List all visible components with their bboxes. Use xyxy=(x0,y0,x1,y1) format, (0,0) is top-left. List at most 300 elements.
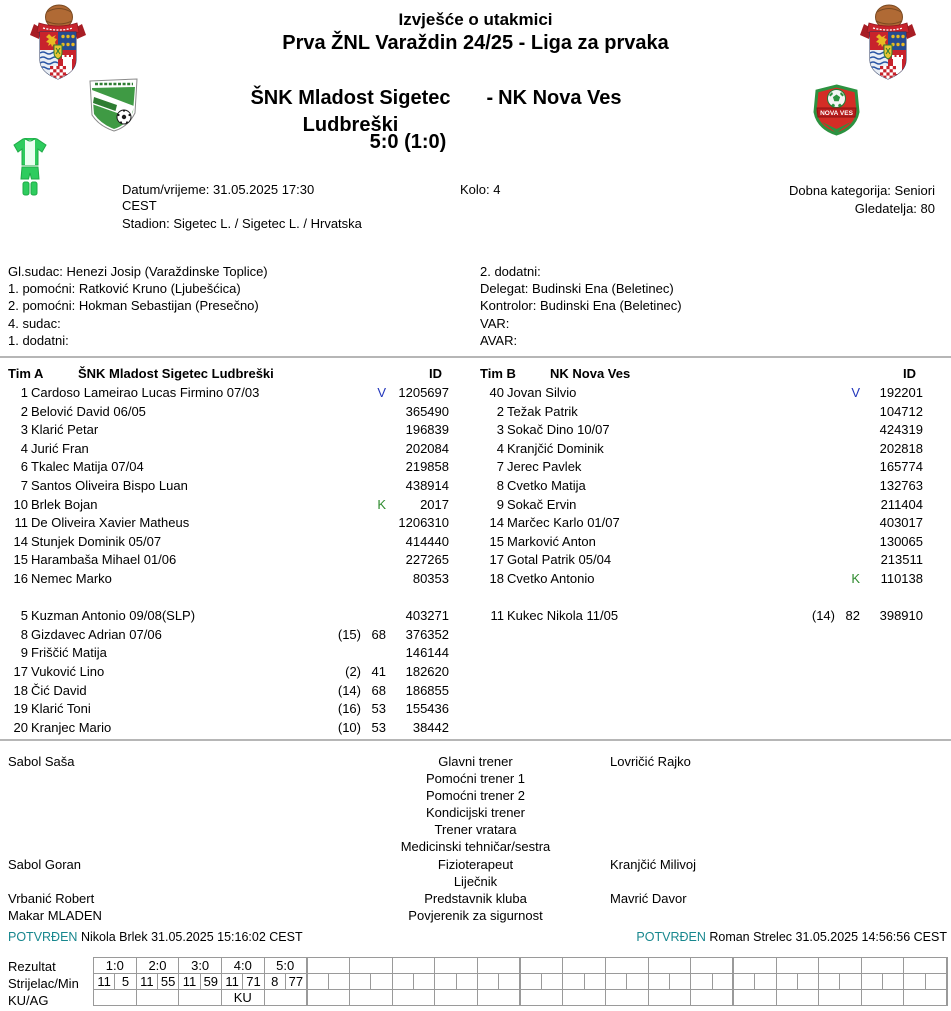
minute-cell: 55 xyxy=(157,974,178,990)
final-score: 5:0 (1:0) xyxy=(369,131,447,153)
player-number: 9 xyxy=(496,496,504,512)
player-id: 424319 xyxy=(879,422,923,438)
player-id: 365490 xyxy=(405,403,449,419)
player-name: Cardoso Lameirao Lucas Firmino 07/03 xyxy=(31,385,260,400)
substitution-for xyxy=(791,421,835,440)
ku-ag-cell xyxy=(563,990,606,1006)
staff-row xyxy=(0,804,951,821)
player-name: Sokač Ervin xyxy=(507,496,577,512)
staff-role: Fizioterapeut xyxy=(437,856,514,872)
player-row xyxy=(8,719,449,738)
substitution-minute xyxy=(361,403,386,422)
team-b-lineup xyxy=(480,364,923,626)
substitution-minute xyxy=(361,607,386,626)
player-id: 202084 xyxy=(405,440,449,456)
substitution-minute xyxy=(835,440,860,459)
substitution-minute xyxy=(361,644,386,663)
player-id: 1206310 xyxy=(398,515,449,531)
substitution-for xyxy=(317,403,361,422)
scorer-cell xyxy=(435,974,456,990)
starters-substitutes-gap xyxy=(480,589,923,608)
minute-cell xyxy=(584,974,605,990)
player-name: Belović David 06/05 xyxy=(31,403,146,419)
substitution-for: (14) xyxy=(811,608,835,624)
staff-role: Povjerenik za sigurnost xyxy=(408,907,543,923)
minute-cell: 71 xyxy=(243,974,264,990)
section-divider xyxy=(0,356,951,358)
staff-role: Liječnik xyxy=(453,873,498,889)
ku-ag-cell xyxy=(179,990,222,1006)
partial-result-cell xyxy=(904,958,947,974)
scorer-minute-row xyxy=(94,974,948,990)
scorer-cell xyxy=(307,974,328,990)
substitution-for xyxy=(791,496,835,515)
home-confirmed-status: POTVRĐEN xyxy=(8,930,78,944)
partial-result-cell xyxy=(307,958,350,974)
substitution-for xyxy=(791,570,835,589)
ku-ag-cell xyxy=(264,990,307,1006)
staff-role: Glavni trener xyxy=(438,754,513,769)
ku-ag-cell xyxy=(136,990,179,1006)
player-number: 20 xyxy=(13,719,28,735)
player-name: Težak Patrik xyxy=(507,403,578,419)
player-id: 130065 xyxy=(879,533,923,549)
staff-name-away: Mavrić Davor xyxy=(610,890,687,906)
player-name: Kukec Nikola 11/05 xyxy=(507,608,619,624)
player-row xyxy=(480,607,923,626)
player-name: Harambaša Mihael 01/06 xyxy=(31,552,177,568)
minute-cell xyxy=(925,974,947,990)
substitution-for xyxy=(317,440,361,459)
player-name: Gizdavec Adrian 07/06 xyxy=(31,626,162,642)
substitution-minute xyxy=(361,477,386,496)
player-row xyxy=(480,533,923,552)
scorer-cell: 8 xyxy=(264,974,285,990)
player-name: Kuzman Antonio 09/08(SLP) xyxy=(31,608,196,624)
away-confirmation xyxy=(636,930,947,944)
partial-result-cell xyxy=(477,958,520,974)
substitution-for xyxy=(317,533,361,552)
minute-cell xyxy=(883,974,904,990)
partial-result-cell: 4:0 xyxy=(221,958,264,974)
player-id: 80353 xyxy=(412,570,449,586)
substitution-for xyxy=(791,477,835,496)
result-row-label: Rezultat xyxy=(8,959,56,974)
match-stadium: Stadion: Sigetec L. / Sigetec L. / Hrvatska xyxy=(122,216,362,231)
ku-ag-cell xyxy=(605,990,648,1006)
player-row xyxy=(480,403,923,422)
substitution-minute xyxy=(835,496,860,515)
player-number: 19 xyxy=(13,701,28,717)
minute-cell xyxy=(840,974,861,990)
scorer-cell: 11 xyxy=(136,974,157,990)
ku-ag-cell xyxy=(733,990,776,1006)
player-id: 38442 xyxy=(412,719,449,735)
player-id: 219858 xyxy=(405,459,449,475)
substitution-minute xyxy=(835,551,860,570)
substitution-minute: 53 xyxy=(371,701,386,717)
section-divider xyxy=(0,739,951,741)
home-team-name: ŠNK Mladost Sigetec Ludbreški xyxy=(250,87,451,136)
player-name: Jovan Silvio xyxy=(507,385,577,400)
ku-ag-cell xyxy=(435,990,478,1006)
staff-role: Pomoćni trener 2 xyxy=(426,788,525,804)
away-confirmed-status: POTVRĐEN xyxy=(636,930,706,944)
staff-row xyxy=(0,787,951,804)
scorer-cell xyxy=(819,974,840,990)
player-name: Klarić Toni xyxy=(31,701,91,717)
minute-cell xyxy=(712,974,733,990)
minute-cell xyxy=(669,974,690,990)
player-row xyxy=(8,682,449,701)
staff-role: Kondicijski trener xyxy=(426,805,525,821)
minute-cell xyxy=(797,974,818,990)
player-name: Santos Oliveira Bispo Luan xyxy=(31,477,188,493)
player-id: 192201 xyxy=(879,385,923,400)
lineup-header xyxy=(480,364,923,384)
minute-cell xyxy=(328,974,349,990)
player-number: 8 xyxy=(20,626,28,642)
official-entry: Delegat: Budinski Ena (Beletinec) xyxy=(480,281,674,297)
player-row xyxy=(8,626,449,645)
result-table-row-labels xyxy=(8,958,79,1009)
player-number: 4 xyxy=(496,440,504,456)
substitution-for xyxy=(317,607,361,626)
official-entry: 2. dodatni: xyxy=(480,264,541,279)
substitution-for xyxy=(791,440,835,459)
partial-result-cell xyxy=(648,958,691,974)
substitution-for xyxy=(791,533,835,552)
scorer-cell xyxy=(349,974,370,990)
substitution-for xyxy=(317,551,361,570)
player-id: 1205697 xyxy=(398,385,449,400)
substitution-for xyxy=(317,384,361,403)
player-number: 18 xyxy=(13,682,28,698)
ku-ag-cell xyxy=(520,990,563,1006)
ku-ag-cell xyxy=(819,990,862,1006)
partial-result-cell: 3:0 xyxy=(179,958,222,974)
official-entry: Kontrolor: Budinski Ena (Beletinec) xyxy=(480,298,682,314)
player-number: 3 xyxy=(496,422,504,438)
substitution-minute xyxy=(835,514,860,533)
player-id: 110138 xyxy=(880,570,923,586)
partial-result-cell: 2:0 xyxy=(136,958,179,974)
player-row xyxy=(8,403,449,422)
substitution-minute xyxy=(361,421,386,440)
goalkeeper-badge: V xyxy=(377,385,386,400)
minute-cell xyxy=(371,974,392,990)
substitution-minute xyxy=(361,551,386,570)
player-row xyxy=(480,384,923,403)
player-number: 15 xyxy=(489,533,504,549)
result-score-row xyxy=(94,958,948,974)
scorer-cell xyxy=(563,974,584,990)
ku-ag-cell xyxy=(776,990,819,1006)
player-row xyxy=(480,458,923,477)
scorer-cell: 11 xyxy=(221,974,242,990)
player-number: 9 xyxy=(20,645,28,661)
staff-row xyxy=(0,907,951,924)
teams-separator: - xyxy=(486,87,494,109)
substitution-for xyxy=(317,514,361,533)
substitution-minute xyxy=(835,533,860,552)
partial-result-cell xyxy=(392,958,435,974)
scorer-cell xyxy=(861,974,882,990)
player-id: 146144 xyxy=(405,645,449,661)
report-title: Izvješće o utakmici xyxy=(398,10,553,29)
substitution-minute xyxy=(361,570,386,589)
player-id: 182620 xyxy=(405,663,449,679)
player-number: 2 xyxy=(496,403,504,419)
away-team-name: NK Nova Ves xyxy=(498,87,622,109)
player-row xyxy=(480,570,923,589)
player-name: Sokač Dino 10/07 xyxy=(507,422,610,438)
player-name: De Oliveira Xavier Matheus xyxy=(31,515,190,531)
match-category-attendance xyxy=(789,182,935,218)
official-entry: VAR: xyxy=(480,315,510,331)
partial-result-cell xyxy=(861,958,904,974)
player-row xyxy=(8,607,449,626)
id-column-header: ID xyxy=(903,366,916,381)
official-entry: 4. sudac: xyxy=(8,315,61,331)
player-name: Kranjec Mario xyxy=(31,719,112,735)
player-row xyxy=(8,570,449,589)
id-column-header: ID xyxy=(429,366,442,381)
minute-cell: 77 xyxy=(285,974,306,990)
partial-result-cell xyxy=(733,958,776,974)
substitution-for: (16) xyxy=(337,701,361,717)
ku-ag-cell xyxy=(307,990,350,1006)
result-table xyxy=(93,957,948,1006)
away-confirmed-by: Roman Strelec 31.05.2025 14:56:56 CEST xyxy=(709,930,947,944)
player-name: Čić David xyxy=(31,682,87,698)
staff-row xyxy=(0,890,951,907)
ku-ag-cell xyxy=(861,990,904,1006)
substitution-for xyxy=(317,421,361,440)
substitution-for: (14) xyxy=(337,682,361,698)
player-row xyxy=(8,421,449,440)
player-id: 398910 xyxy=(879,608,923,624)
player-name: Nemec Marko xyxy=(31,570,112,586)
scorer-cell: 11 xyxy=(179,974,200,990)
player-name: Stunjek Dominik 05/07 xyxy=(31,533,162,549)
player-number: 17 xyxy=(489,552,504,568)
player-row xyxy=(480,440,923,459)
ku-ag-cell xyxy=(477,990,520,1006)
player-number: 1 xyxy=(20,385,28,400)
home-confirmation xyxy=(8,930,303,944)
player-row xyxy=(8,700,449,719)
player-id: 227265 xyxy=(405,552,449,568)
player-row xyxy=(8,496,449,515)
substitution-for xyxy=(791,514,835,533)
player-name: Jurić Fran xyxy=(31,440,89,456)
player-number: 3 xyxy=(20,422,28,438)
substitution-minute: 68 xyxy=(371,682,386,698)
player-row xyxy=(480,551,923,570)
player-number: 7 xyxy=(496,459,504,475)
ku-ag-cell xyxy=(904,990,947,1006)
staff-section xyxy=(0,753,951,924)
player-id: 376352 xyxy=(405,626,449,642)
result-row-label: KU/AG xyxy=(8,993,49,1008)
partial-result-cell: 1:0 xyxy=(94,958,137,974)
substitution-for xyxy=(317,570,361,589)
partial-result-cell xyxy=(520,958,563,974)
partial-result-cell xyxy=(819,958,862,974)
minute-cell xyxy=(456,974,477,990)
scorer-cell xyxy=(733,974,754,990)
officials-right-column xyxy=(480,263,682,349)
match-round: Kolo: 4 xyxy=(460,182,501,197)
scorer-cell xyxy=(904,974,925,990)
captain-badge: K xyxy=(377,496,386,512)
ku-ag-cell xyxy=(648,990,691,1006)
substitution-for xyxy=(791,551,835,570)
player-name: Brlek Bojan xyxy=(31,496,98,512)
scorer-cell xyxy=(477,974,498,990)
player-id: 211404 xyxy=(880,496,923,512)
minute-cell: 5 xyxy=(115,974,136,990)
substitution-for: (2) xyxy=(345,663,361,679)
official-entry: 2. pomoćni: Hokman Sebastijan (Presečno) xyxy=(8,298,259,314)
home-confirmed-by: Nikola Brlek 31.05.2025 15:16:02 CEST xyxy=(80,930,303,944)
staff-role: Medicinski tehničar/sestra xyxy=(400,839,551,855)
player-id: 132763 xyxy=(879,477,923,493)
ku-ag-row xyxy=(94,990,948,1006)
staff-name-home: Sabol Saša xyxy=(8,754,75,769)
scorer-cell xyxy=(605,974,626,990)
staff-row xyxy=(0,838,951,855)
scorer-cell xyxy=(776,974,797,990)
staff-role: Trener vratara xyxy=(434,822,517,838)
captain-badge: K xyxy=(851,570,860,586)
player-number: 17 xyxy=(13,663,28,679)
player-id: 104712 xyxy=(879,403,923,419)
player-row xyxy=(8,440,449,459)
staff-name-home: Sabol Goran xyxy=(8,856,81,872)
officials-left-column xyxy=(8,263,268,349)
substitution-minute xyxy=(361,440,386,459)
player-id: 186855 xyxy=(405,682,449,698)
player-name: Friščić Matija xyxy=(31,645,107,661)
player-number: 2 xyxy=(20,403,28,419)
team-a-lineup xyxy=(8,364,449,737)
minute-cell xyxy=(541,974,562,990)
substitution-minute xyxy=(835,403,860,422)
official-entry: 1. pomoćni: Ratković Kruno (Ljubešćica) xyxy=(8,281,241,297)
partial-result-cell xyxy=(563,958,606,974)
substitution-for xyxy=(791,458,835,477)
player-id: 2017 xyxy=(420,496,449,512)
staff-role: Predstavnik kluba xyxy=(424,890,527,906)
player-row xyxy=(8,644,449,663)
substitution-minute xyxy=(361,458,386,477)
partial-result-cell xyxy=(435,958,478,974)
away-logo-text: NOVA VES xyxy=(820,109,853,117)
staff-row xyxy=(0,873,951,890)
substitution-minute xyxy=(361,533,386,552)
player-row xyxy=(8,458,449,477)
staff-row xyxy=(0,770,951,787)
player-row xyxy=(8,533,449,552)
result-row-label: Strijelac/Min xyxy=(8,976,79,991)
team-name: ŠNK Mladost Sigetec Ludbreški xyxy=(78,366,274,381)
substitution-minute xyxy=(835,458,860,477)
official-entry: 1. dodatni: xyxy=(8,332,69,348)
scorer-cell xyxy=(392,974,413,990)
staff-name-home: Makar MLADEN xyxy=(8,907,102,923)
staff-name-away: Lovričić Rajko xyxy=(610,754,691,769)
substitution-minute: 53 xyxy=(371,719,386,735)
minute-cell xyxy=(499,974,520,990)
substitution-minute: 41 xyxy=(371,663,386,679)
official-entry: AVAR: xyxy=(480,332,518,348)
player-row xyxy=(8,663,449,682)
match-datetime: Datum/vrijeme: 31.05.2025 17:30 CEST xyxy=(122,182,315,213)
minute-cell: 59 xyxy=(200,974,221,990)
player-row xyxy=(480,477,923,496)
scorer-cell: 11 xyxy=(94,974,115,990)
staff-role: Pomoćni trener 1 xyxy=(426,771,525,787)
substitution-for xyxy=(317,496,361,515)
starters-substitutes-gap xyxy=(8,589,449,608)
player-number: 5 xyxy=(20,608,28,624)
player-id: 202818 xyxy=(879,440,923,456)
scorer-cell xyxy=(648,974,669,990)
player-name: Cvetko Matija xyxy=(507,477,586,493)
minute-cell xyxy=(413,974,434,990)
player-name: Vuković Lino xyxy=(31,663,105,679)
scorer-cell xyxy=(691,974,712,990)
substitution-for xyxy=(317,477,361,496)
ku-ag-cell xyxy=(392,990,435,1006)
player-name: Jerec Pavlek xyxy=(507,459,582,475)
player-number: 6 xyxy=(20,459,28,475)
substitution-minute: 82 xyxy=(845,608,860,624)
substitution-minute: 68 xyxy=(371,626,386,642)
player-number: 11 xyxy=(14,515,28,531)
official-entry: Gl.sudac: Henezi Josip (Varaždinske Toplice) xyxy=(8,264,268,279)
player-name: Gotal Patrik 05/04 xyxy=(507,552,612,568)
substitution-for xyxy=(317,644,361,663)
partial-result-cell xyxy=(691,958,734,974)
staff-row xyxy=(0,856,951,873)
substitution-for xyxy=(317,458,361,477)
partial-result-cell xyxy=(605,958,648,974)
substitution-for: (10) xyxy=(337,719,361,735)
team-label: Tim A xyxy=(8,366,44,381)
player-id: 403017 xyxy=(879,515,923,531)
player-row xyxy=(8,384,449,403)
staff-row xyxy=(0,753,951,770)
player-number: 16 xyxy=(13,570,28,586)
player-row xyxy=(8,514,449,533)
partial-result-cell: 5:0 xyxy=(264,958,307,974)
player-name: Klarić Petar xyxy=(31,422,99,438)
player-id: 155436 xyxy=(405,701,449,717)
minute-cell xyxy=(627,974,648,990)
player-id: 213511 xyxy=(880,552,923,568)
minute-cell xyxy=(755,974,776,990)
ku-ag-cell: KU xyxy=(221,990,264,1006)
staff-name-home: Vrbanić Robert xyxy=(8,890,95,906)
staff-name-away: Kranjčić Milivoj xyxy=(610,856,696,872)
player-row xyxy=(480,421,923,440)
player-row xyxy=(8,551,449,570)
player-id: 196839 xyxy=(405,422,449,438)
player-number: 10 xyxy=(13,496,28,512)
